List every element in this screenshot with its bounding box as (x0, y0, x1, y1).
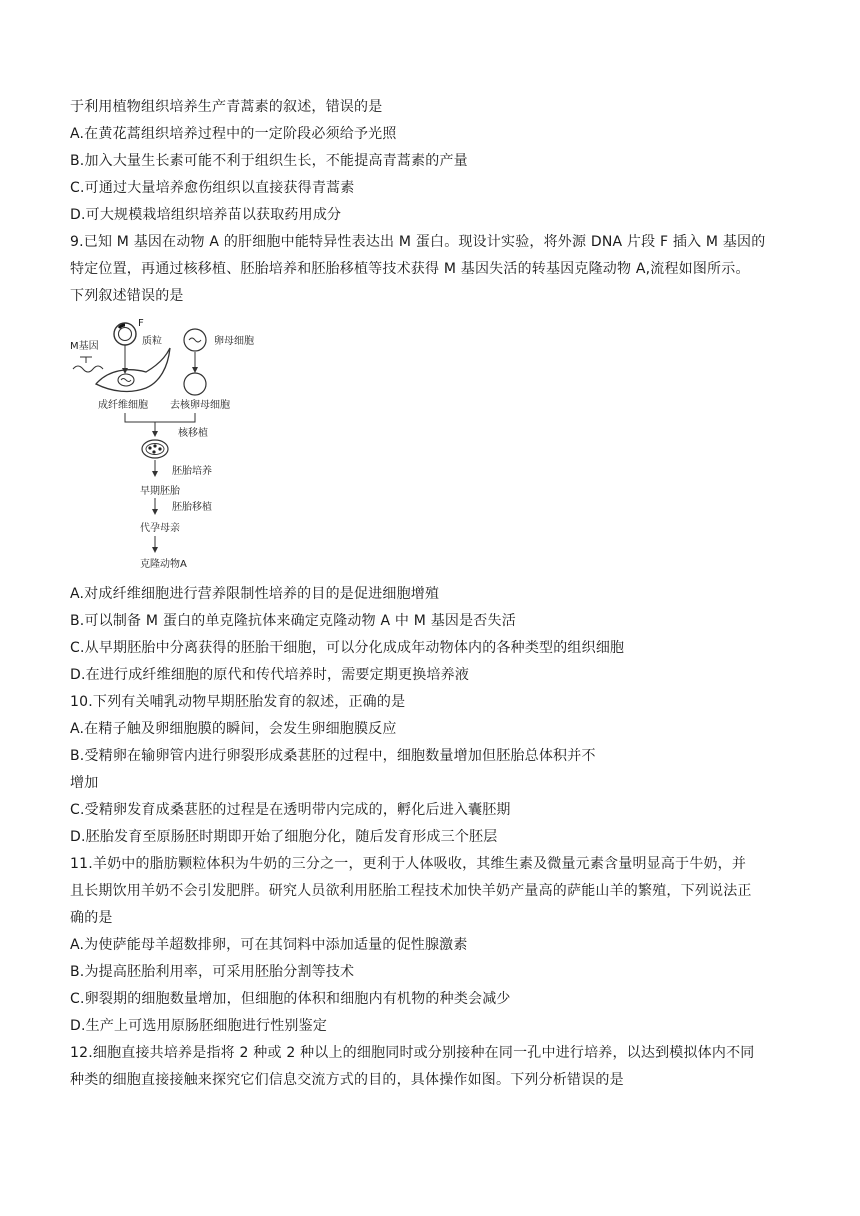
label-early-embryo: 早期胚胎 (140, 486, 180, 497)
label-plasmid: 质粒 (142, 336, 162, 347)
text-line: 且长期饮用羊奶不会引发肥胖。研究人员欲利用胚胎工程技术加快羊奶产量高的萨能山羊的繁殖，下列说法正 (70, 883, 752, 899)
label-oocyte: 卵母细胞 (214, 336, 254, 347)
option-b: B.可以制备 M 蛋白的单克隆抗体来确定克隆动物 A 中 M 基因是否失活 (70, 613, 516, 629)
label-embryo-culture: 胚胎培养 (172, 466, 212, 477)
text-line: 种类的细胞直接接触来探究它们信息交流方式的目的，具体操作如图。下列分析错误的是 (70, 1072, 624, 1088)
text-line: 特定位置，再通过核移植、胚胎培养和胚胎移植等技术获得 M 基因失活的转基因克隆动物 A,流程如图所示。 (70, 261, 750, 277)
question-9: 9.已知 M 基因在动物 A 的肝细胞中能特异性表达出 M 蛋白。现设计实验，将外源 DNA 片段 F 插入 M 基因的 (70, 234, 766, 250)
option-a: A.在黄花蒿组织培养过程中的一定阶段必须给予光照 (70, 126, 397, 142)
label-fibroblast: 成纤维细胞 (98, 400, 148, 411)
option-b: B.为提高胚胎利用率，可采用胚胎分割等技术 (70, 964, 355, 980)
option-d: D.胚胎发育至原肠胚时期即开始了细胞分化，随后发育形成三个胚层 (70, 829, 498, 845)
label-embryo-transfer: 胚胎移植 (172, 502, 212, 513)
label-f: F (138, 318, 144, 329)
option-d: D.生产上可选用原肠胚细胞进行性别鉴定 (70, 1018, 328, 1034)
option-c: C.受精卵发育成桑葚胚的过程是在透明带内完成的，孵化后进入囊胚期 (70, 802, 511, 818)
label-nuclear-transfer: 核移植 (178, 428, 208, 439)
option-c: C.从早期胚胎中分离获得的胚胎干细胞，可以分化成成年动物体内的各种类型的组织细胞 (70, 640, 625, 656)
option-a: A.对成纤维细胞进行营养限制性培养的目的是促进细胞增殖 (70, 586, 440, 602)
plasmid-icon (114, 323, 136, 345)
question-10: 10.下列有关哺乳动物早期胚胎发育的叙述，正确的是 (70, 694, 406, 710)
option-c: C.卵裂期的细胞数量增加，但细胞的体积和细胞内有机物的种类会减少 (70, 991, 511, 1007)
m-gene-icon (73, 357, 103, 372)
option-c: C.可通过大量培养愈伤组织以直接获得青蒿素 (70, 180, 355, 196)
fibroblast-icon (96, 348, 170, 391)
oocyte-icon (184, 329, 206, 351)
reconstructed-embryo-icon (142, 440, 168, 458)
question-11: 11.羊奶中的脂肪颗粒体积为牛奶的三分之一，更利于人体吸收，其维生素及微量元素含量明显高于牛奶，并 (70, 856, 747, 872)
option-d: D.可大规模栽培组织培养苗以获取药用成分 (70, 207, 342, 223)
text-line: 于利用植物组织培养生产青蒿素的叙述，错误的是 (70, 99, 383, 115)
option-a: A.在精子触及卵细胞膜的瞬间，会发生卵细胞膜反应 (70, 721, 397, 737)
option-b: B.受精卵在输卵管内进行卵裂形成桑葚胚的过程中，细胞数量增加但胚胎总体积并不 (70, 748, 596, 764)
label-m-gene: M基因 (70, 341, 99, 352)
enucleated-oocyte-icon (184, 373, 206, 395)
text-line: 增加 (70, 775, 99, 791)
option-a: A.为使萨能母羊超数排卵，可在其饲料中添加适量的促性腺激素 (70, 937, 468, 953)
text-line: 下列叙述错误的是 (70, 288, 184, 304)
option-b: B.加入大量生长素可能不利于组织生长，不能提高青蒿素的产量 (70, 153, 468, 169)
question-12: 12.细胞直接共培养是指将 2 种或 2 种以上的细胞同时或分别接种在同一孔中进行培养，以达到模拟体内不同 (70, 1045, 755, 1061)
text-line: 确的是 (70, 910, 113, 926)
label-surrogate-mother: 代孕母亲 (140, 523, 180, 534)
cloning-flow-diagram (68, 312, 278, 574)
label-enucleated-oocyte: 去核卵母细胞 (170, 400, 230, 411)
label-clone-animal: 克隆动物A (140, 559, 187, 570)
option-d: D.在进行成纤维细胞的原代和传代培养时，需要定期更换培养液 (70, 667, 470, 683)
